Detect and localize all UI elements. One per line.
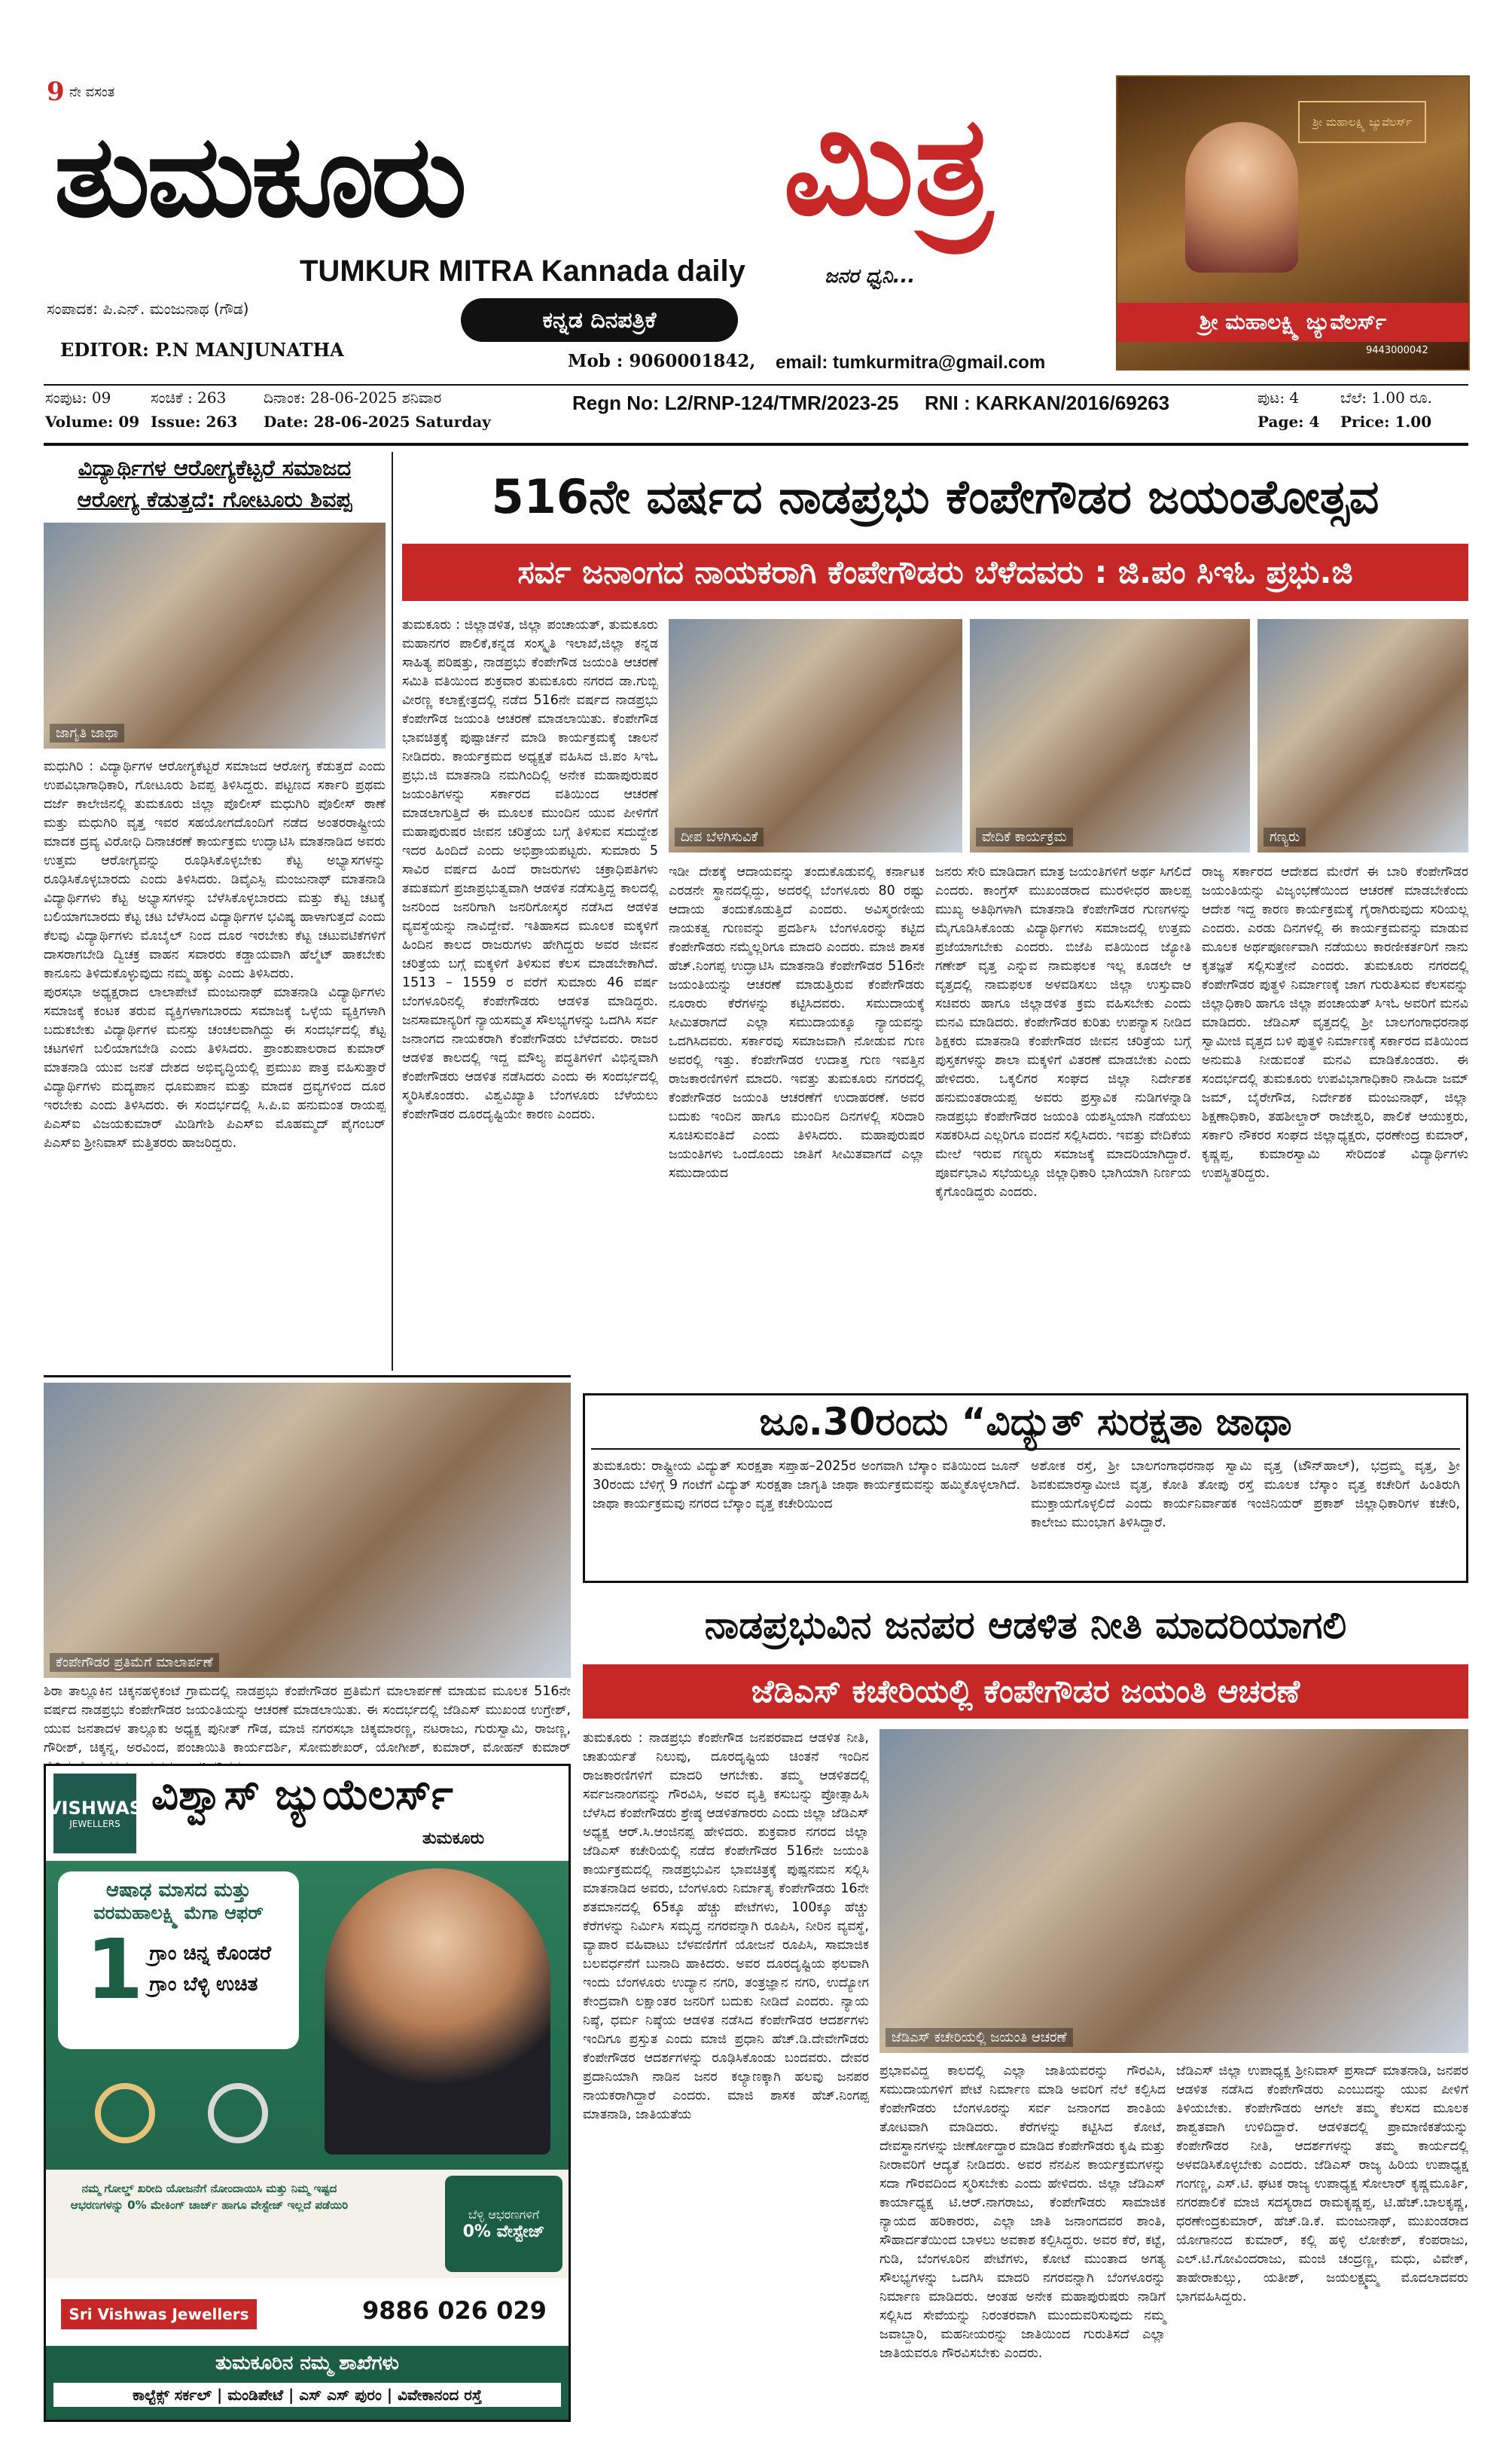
ad-brand-name: ಶ್ರೀ ಮಹಾಲಕ್ಷ್ಮಿ ಜ್ಯುವೆಲರ್ಸ್ — [1117, 303, 1468, 342]
mobile-number: Mob : 9060001842, — [568, 351, 756, 371]
regn-number: Regn No: L2/RNP-124/TMR/2023-25 — [572, 392, 899, 414]
offer-line1: ಆಷಾಢ ಮಾಸದ ಮತ್ತು — [105, 1879, 251, 1902]
pages: Page: 4 — [1257, 413, 1320, 431]
year-number: 9 — [47, 77, 65, 107]
vishwas-logo — [47, 1774, 143, 1853]
main-story-col2: ಇಡೀ ದೇಶಕ್ಕೆ ಆದಾಯವನ್ನು ತಂದುಕೊಡುವಲ್ಲಿ ಕರ್ನಾಟಕ ಎರಡನೇ ಸ್ಥಾನದಲ್ಲಿದ್ದು, ಅದರಲ್ಲಿ ಬೆಂಗಳೂರು 80 ರಷ್ಟು ಆದಾಯ ತಂದುಕೊಡುತ್ತಿದೆ ಎಂದರು. ಅವಿಸ್ಮರಣೀಯ ನಾಯಕತ್ವ ಗುಣವನ್ನು ಪ್ರದರ್ಶಿಸಿ ಬೆಂಗಳೂರನ್ನು ಕಟ್ಟಿದ ಕೆಂಪೇಗೌಡರು ನಮ್ಮೆಲ್ಲರಿಗೂ ಮಾದರಿ ಎಂದರು. ಮಾಜಿ ಶಾಸಕ ಹೆಚ್.ನಿಂಗಪ್ಪ ಉದ್ಘಾಟಿಸಿ ಮಾತನಾಡಿ ಕೆಂಪೇಗೌಡರ 516ನೇ ಜಯಂತಿಯನ್ನು ಆಚರಣೆ ಮಾಡುತ್ತಿರುವ ಕೆಂಪೇಗೌಡರು ನೂರಾರು ಕೆರೆಗಳನ್ನು ಕಟ್ಟಿಸಿದವರು. ಸಮುದಾಯಕ್ಕೆ ಸೀಮಿತರಾಗದೆ ಎಲ್ಲಾ ಸಮುದಾಯಕ್ಕೂ ನ್ಯಾಯವನ್ನು ಒದಗಿಸಿದವರು. ಸರ್ಕಾರವು ಸಮಾಜವಾಗಿ ನೋಡುವ ಗುಣ ಅವರಲ್ಲಿ ಇತ್ತು. ಕೆಂಪೇಗೌಡರ ಉದಾತ್ತ ಗುಣ ಇವತ್ತಿನ ರಾಜಕಾರಣಿಗಳಿಗೆ ಮಾದರಿ. ಇವತ್ತು ತುಮಕೂರು ನಗರದಲ್ಲಿ ಕೆಂಪೇಗೌಡರ ಜಯಂತಿ ಆಚರಣೆಗೆ ಉದಾಹರಣೆ. ಅವರ ಬದುಕು ಇಂದಿನ ಹಾಗೂ ಮುಂದಿನ ದಿನಗಳಲ್ಲಿ ಸರಿದಾರಿ ಸೂಚಿಸುವಂತಿದೆ ಎಂದು ತಿಳಿಸಿದರು. ಮಹಾಪುರುಷರ ಜಯಂತಿಗಳು ಒಂದೊಂದು ಜಾತಿಗೆ ಸೀಮಿತವಾಗದೆ ಎಲ್ಲಾ ಸಮುದಾಯದ — [669, 865, 925, 1181]
masthead-title-accent: ಮಿತ್ರ — [783, 86, 993, 246]
main-story-col3: ಜನರು ಸೇರಿ ಮಾಡಿದಾಗ ಮಾತ್ರ ಜಯಂತಿಗಳಿಗೆ ಅರ್ಥ ಸಿಗಲಿದೆ ಎಂದರು. ಕಾಂಗ್ರೆಸ್ ಮುಖಂಡರಾದ ಮುರಳೀಧರ ಹಾಲಪ್ಪ ಮುಖ್ಯ ಅತಿಥಿಗಳಾಗಿ ಮಾತನಾಡಿ ಕೆಂಪೇಗೌಡರ ಗುಣಗಳನ್ನು ಮೈಗೂಡಿಸಿಕೊಂಡು ವಿದ್ಯಾರ್ಥಿಗಳು ಸಮಾಜದಲ್ಲಿ ಉತ್ತಮ ಪ್ರಜೆಯಾಗಬೇಕು ಎಂದರು. ಬಿಜೆಪಿ ವತಿಯಿಂದ ಜ್ಯೋತಿ ಗಣೇಶ್ ವೃತ್ತ ಎನ್ನುವ ನಾಮಫಲಕ ಇಲ್ಲ ಕೂಡಲೇ ಆ ವೃತ್ತದಲ್ಲಿ ನಾಮಫಲಕ ಅಳವಡಿಸಲು ಜಿಲ್ಲಾ ಉಸ್ತುವಾರಿ ಸಚಿವರು ಹಾಗೂ ಜಿಲ್ಲಾಡಳಿತ ಕ್ರಮ ವಹಿಸಬೇಕು ಎಂದು ಮನವಿ ಮಾಡಿದರು. ಕೆಂಪೇಗೌಡರ ಕುರಿತು ಉಪನ್ಯಾಸ ನೀಡಿದ ಶಿಕ್ಷಕರು ಮಾತನಾಡಿ ಕೆಂಪೇಗೌಡರ ಜೀವನ ಚರಿತ್ರೆಯ ಬಗ್ಗೆ ಪುಸ್ತಕಗಳನ್ನು ಶಾಲಾ ಮಕ್ಕಳಿಗೆ ವಿತರಣೆ ಮಾಡಬೇಕು ಎಂದು ಹೇಳಿದರು. ಒಕ್ಕಲಿಗರ ಸಂಘದ ಜಿಲ್ಲಾ ನಿರ್ದೇಶಕ ಹನುಮಂತರಾಯಪ್ಪ ಅವರು ಪ್ರಸ್ತಾವಿಕ ನುಡಿಗಳನ್ನಾಡಿ ನಾಡಪ್ರಭು ಕೆಂಪೇಗೌಡರ ಜಯಂತಿ ಯಶಸ್ವಿಯಾಗಿ ನಡೆಯಲು ಸಹಕರಿಸಿದ ಎಲ್ಲರಿಗೂ ವಂದನೆ ಸಲ್ಲಿಸಿದರು. ಇವತ್ತು ವೇದಿಕೆಯ ಮೇಲೆ ಇರುವ ಗಣ್ಯರು ಸಮಾಜಕ್ಕೆ ಮಾದರಿಯಾಗಿದ್ದಾರೆ. ಪೂರ್ವಭಾವಿ ಸಭೆಯಲ್ಲೂ ಜಿಲ್ಲಾಧಿಕಾರಿ ಭಾಗಿಯಾಗಿ ನಿರ್ಣಯ ಕೈಗೊಂಡಿದ್ದರು ಎಂದರು. — [935, 865, 1191, 1200]
masthead — [0, 0, 1512, 384]
jds-subheadline: ಜೆಡಿಎಸ್ ಕಚೇರಿಯಲ್ಲಿ ಕೆಂಪೇಗೌಡರ ಜಯಂತಿ ಆಚರಣೆ — [583, 1664, 1468, 1719]
story-left-paragraph: ಪುರಸಭಾ ಅಧ್ಯಕ್ಷರಾದ ಲಾಲಾಪೇಟೆ ಮಂಜುನಾಥ್ ಮಾತನಾಡಿ ವಿದ್ಯಾರ್ಥಿಗಳು ಸಮಾಜಕ್ಕೆ ಕಂಟಕ ತರುವ ವ್ಯಕ್ತಿಗಳಾಗಬಾರದು ಸಮಾಜಕ್ಕೆ ಒಳ್ಳೆಯ ವ್ಯಕ್ತಿಗಳಾಗಿ ಬದುಕಬೇಕು ವಿದ್ಯಾರ್ಥಿಗಳ ಮನಸ್ಸು ಚಂಚಲವಾಗಿದ್ದು ಈ ಸಂದರ್ಭದಲ್ಲಿ ಕೆಟ್ಟ ಚಟಗಳಿಗೆ ಬಲಿಯಾಗಬೇಡಿ ಎಂದು ತಿಳಿಸಿದರು. ಪ್ರಾಂಶುಪಾಲರಾದ ಕುಮಾರ್ ಮಾತನಾಡಿ ಯುವ ಜನತೆ ದೇಶದ ಅಭಿವೃದ್ಧಿಯಲ್ಲಿ ಪ್ರಮುಖ ಪಾತ್ರ ವಹಿಸುತ್ತಾರೆ ವಿದ್ಯಾರ್ಥಿಗಳು ಮದ್ಯಪಾನ ಧೂಮಪಾನ ಮತ್ತು ಮಾದಕ ದ್ರವ್ಯಗಳಿಂದ ದೂರ ಇರಬೇಕು ಎಂದು ತಿಳಿಸಿದರು. ಈ ಸಂದರ್ಭದಲ್ಲಿ ಸಿ.ಪಿ.ಐ ಹನುಮಂತ ರಾಯಪ್ಪ ಪಿಎಸ್ಐ ವಿಜಯಕುಮಾರ್ ಮಿಡಿಗೇಶಿ ಪಿಎಸ್ಐ ಮೊಹಮ್ಮದ್ ಪೈಗಂಬರ್ ಪಿಎಸ್ಐ ಶ್ರೀನಿವಾಸ್ ಮತ್ತಿತರರು ಹಾಜರಿದ್ದರು. — [44, 985, 386, 1151]
kn-pages: ಪುಟ: 4 — [1257, 389, 1300, 407]
jds-headline: ನಾಡಪ್ರಭುವಿನ ಜನಪರ ಆಡಳಿತ ನೀತಿ ಮಾದರಿಯಾಗಲಿ — [704, 1603, 1347, 1647]
safety-col1: ತುಮಕೂರು: ರಾಷ್ಟ್ರೀಯ ವಿದ್ಯುತ್ ಸುರಕ್ಷತಾ ಸಪ್ತಾಹ–2025ರ ಅಂಗವಾಗಿ ಬೆಸ್ಕಾಂ ವತಿಯಿಂದ ಜೂನ್ 30ರಂದು ಬೆಳಿಗ್ಗೆ 9 ಗಂಟೆಗೆ ವಿದ್ಯುತ್ ಸುರಕ್ಷತಾ ಜಾಗೃತಿ ಜಾಥಾ ಕಾರ್ಯಕ್ರಮವನ್ನು ಹಮ್ಮಿಕೊಳ್ಳಲಾಗಿದೆ. ಜಾಥಾ ಕಾರ್ಯಕ್ರಮವು ನಗರದ ಬೆಸ್ಕಾಂ ವೃತ್ತ ಕಚೇರಿಯಿಂದ — [593, 1459, 1020, 1511]
wastage-title: ಬೆಳ್ಳಿ ಆಭರಣಗಳಿಗೆ — [468, 2207, 540, 2222]
kn-date: ದಿನಾಂಕ: 28-06-2025 ಶನಿವಾರ — [264, 389, 442, 407]
ring-icon — [95, 2083, 155, 2143]
offer-gold: ಗ್ರಾಂ ಚಿನ್ನ ಕೊಂಡರೆ — [149, 1942, 272, 1965]
kn-issue: ಸಂಚಿಕೆ : 263 — [151, 389, 227, 407]
kn-volume: ಸಂಪುಟ: 09 — [45, 389, 111, 407]
model-image — [1185, 122, 1298, 273]
kn-price: ಬೆಲೆ: 1.00 ರೂ. — [1340, 389, 1432, 407]
photo-label: ದೀಪ ಬೆಳಗಿಸುವಿಕೆ — [675, 828, 764, 846]
english-name: TUMKUR MITRA Kannada daily — [300, 255, 745, 288]
model-photo — [325, 1868, 550, 2155]
main-subheadline: ಸರ್ವ ಜನಾಂಗದ ನಾಯಕರಾಗಿ ಕೆಂಪೇಗೌಡರು ಬೆಳೆದವರು : ಜಿ.ಪಂ ಸಿಇಓ ಪ್ರಭು.ಜಿ — [402, 544, 1468, 601]
editor-kannada: ಸಂಪಾದಕ: ಪಿ.ಎನ್. ಮಂಜುನಾಥ (ಗೌಡ) — [47, 300, 249, 318]
column-divider — [392, 452, 393, 1371]
main-photo-2 — [970, 619, 1250, 852]
masthead-title: ತುಮಕೂರು — [54, 111, 465, 242]
safety-col2: ಅಶೋಕ ರಸ್ತೆ, ಶ್ರೀ ಬಾಲಗಂಗಾಧರನಾಥ ಸ್ವಾಮಿ ವೃತ್ತ (ಟೌನ್‌ಹಾಲ್), ಭದ್ರಮ್ಮ ವೃತ್ತ, ಶ್ರೀ ಶಿವಕುಮಾರಸ್ವಾಮೀಜಿ ವೃತ್ತ, ಕೋತಿ ತೋಪು ರಸ್ತೆ ಮೂಲಕ ಬೆಸ್ಕಾಂ ವೃತ್ತ ಕಚೇರಿಗೆ ಹಿಂತಿರುಗಿ ಮುಕ್ತಾಯಗೊಳ್ಳಲಿದೆ ಎಂದು ಕಾರ್ಯನಿರ್ವಾಹಕ ಇಂಜಿನಿಯರ್ ಪ್ರಕಾಶ್ ಜಿಲ್ಲಾಧಿಕಾರಿಗಳ ಕಚೇರಿ, ಕಾಲೇಜು ಮುಂಭಾಗ ತಿಳಿಸಿದ್ದಾರೆ. — [1031, 1459, 1460, 1530]
photo-label: ಗಣ್ಯರು — [1264, 828, 1306, 846]
branches-list: ಕಾಲ್ಟೆಕ್ಸ್ ಸರ್ಕಲ್ | ಮಂಡಿಪೇಟೆ | ಎಸ್ ಎಸ್ ಪುರಂ | ವಿವೇಕಾನಂದ ರಸ್ತೆ — [53, 2383, 561, 2407]
volume: Volume: 09 — [45, 413, 140, 431]
offer-line2: ವರಮಹಾಲಕ್ಷ್ಮಿ ಮೆಗಾ ಆಫರ್ — [93, 1902, 264, 1923]
email-address: email: tumkurmitra@gmail.com — [776, 352, 1046, 373]
statue-photo — [44, 1383, 571, 1678]
offer-silver: ಗ್ರಾಂ ಬೆಳ್ಳಿ ಉಚಿತ — [149, 1973, 258, 1996]
year-suffix: ನೇ ವಸಂತ — [69, 84, 115, 100]
divider — [44, 443, 1468, 446]
vishwas-jewellers-ad — [44, 1764, 571, 2422]
wastage-offer: 0% ವೇಸ್ಟೇಜ್ — [462, 2222, 545, 2241]
logo-subtext: JEWELLERS — [69, 1819, 120, 1829]
jds-photo — [879, 1729, 1468, 2053]
jds-story — [583, 1729, 1468, 2422]
fine-print: ನಮ್ಮ ಗೋಲ್ಡ್ ಖರೀದಿ ಯೋಜನೆಗೆ ನೋಂದಾಯಿಸಿ ಮತ್ತು ನಿಮ್ಮ ಇಷ್ಟದ ಆಭರಣಗಳನ್ನು 0% ಮೇಕಿಂಗ್ ಚಾರ್ಜ್ ಹಾಗೂ ವೇಸ್ಟೇಜ್ ಇಲ್ಲದೆ ಪಡೆಯಿರಿ — [70, 2182, 349, 2212]
footer-brand: Sri Vishwas Jewellers — [61, 2299, 257, 2329]
divider — [44, 384, 1468, 386]
branches-title: ತುಮಕೂರಿನ ನಮ್ಮ ಶಾಖೆಗಳು — [215, 2352, 399, 2374]
story-left-paragraph: ಮಧುಗಿರಿ : ವಿದ್ಯಾರ್ಥಿಗಳ ಆರೋಗ್ಯಕೆಟ್ಟರೆ ಸಮಾಜದ ಆರೋಗ್ಯ ಕೆಡುತ್ತದೆ ಎಂದು ಉಪವಿಭಾಗಾಧಿಕಾರಿ, ಗೋಟೂರು ಶಿವಪ್ಪ ತಿಳಿಸಿದ್ದರು. ಪಟ್ಟಣದ ಸರ್ಕಾರಿ ಪ್ರಥಮ ದರ್ಜೆ ಕಾಲೇಜಿನಲ್ಲಿ ತುಮಕೂರು ಜಿಲ್ಲಾ ಪೊಲೀಸ್ ಮಧುಗಿರಿ ಪೊಲೀಸ್ ಠಾಣೆ ಮತ್ತು ಮಧುಗಿರಿ ವೃತ್ತ ಇವರ ಸಹಯೋಗದೊಂದಿಗೆ ನಡೆದ ಅಂತರರಾಷ್ಟ್ರೀಯ ಮಾದಕ ದ್ರವ್ಯ ವಿರೋಧಿ ದಿನಾಚರಣೆ ಕಾರ್ಯಕ್ರಮ ಉದ್ಘಾಟಿಸಿ ಮಾತನಾಡಿದ ಅವರು ಉತ್ತಮ ಆರೋಗ್ಯವನ್ನು ರೂಢಿಸಿಕೊಳ್ಳಬೇಕು ಕೆಟ್ಟ ಅಭ್ಯಾಸಗಳನ್ನು ರೂಢಿಸಿಕೊಳ್ಳಬಾರದು ಎಂದು ತಿಳಿಸಿದರು. ಡಿವೈಎಸ್ಪಿ ಮಂಜುನಾಥ್ ಮಾತನಾಡಿ ವಿದ್ಯಾರ್ಥಿಗಳು ಕೆಟ್ಟ ಅಭ್ಯಾಸಗಳನ್ನು ಬೆಳೆಸಿಕೊಳ್ಳಬಾರದು ಮತ್ತು ಕೆಟ್ಟ ಚಟಕ್ಕೆ ಬಲಿಯಾಗಬಾರದು ಕೆಟ್ಟ ಚಟ ಬೆಳೆಸಿಂದ ವಿದ್ಯಾರ್ಥಿಗಳ ಭವಿಷ್ಯ ಹಾಳಾಗುತ್ತದೆ ಎಂದು ಕೆಲವು ವಿದ್ಯಾರ್ಥಿಗಳು ಮೊಬೈಲ್ ನಿಂದ ದೂರ ಇರಬೇಕು ಕೆಟ್ಟ ಚಟುವಟಿಕೆಗಳಿಗೆ ದಾಸರಾಗಬೇಡಿ ದ್ವಿಚಕ್ರ ವಾಹನ ಸವಾರರು ಕಡ್ಡಾಯವಾಗಿ ಹೆಲ್ಮೆಟ್ ಹಾಕಬೇಕು ಕಾನೂನು ತಿಳಿದುಕೊಳ್ಳುವುದು ನಮ್ಮ ಹಕ್ಕು ಎಂದು ತಿಳಿಸಿದರು. — [44, 759, 386, 981]
tagline: ಜನರ ಧ್ವನಿ... — [825, 265, 916, 288]
jds-col1: ತುಮಕೂರು : ನಾಡಪ್ರಭು ಕೆಂಪೇಗೌಡ ಜನಪರವಾದ ಆಡಳಿತ ನೀತಿ, ಚಾತುರ್ಯತೆ ನಿಲುವು, ದೂರದೃಷ್ಟಿಯ ಚಿಂತನೆ ಇಂದಿನ ರಾಜಕಾರಣಿಗಳಿಗೆ ಮಾದರಿ ಆಗಬೇಕು. ತಮ್ಮ ಆಡಳಿತದಲ್ಲಿ ಸರ್ವಜನಾಂಗವನ್ನು ಗೌರವಿಸಿ, ಅವರ ವೃತ್ತಿ ಕಸುಬನ್ನು ಪ್ರೋತ್ಸಾಹಿಸಿ ಬೆಳೆಸಿದ ಕೆಂಪೇಗೌಡರು ಶ್ರೇಷ್ಠ ಆಡಳಿತಗಾರರು ಎಂದು ಜಿಲ್ಲಾ ಜೆಡಿಎಸ್ ಅಧ್ಯಕ್ಷ ಆರ್.ಸಿ.ಆಂಜಿನಪ್ಪ ಹೇಳಿದರು. ಶುಕ್ರವಾರ ನಗರದ ಜಿಲ್ಲಾ ಜೆಡಿಎಸ್ ಕಚೇರಿಯಲ್ಲಿ ನಡೆದ ಕೆಂಪೇಗೌಡರ 516ನೇ ಜಯಂತಿ ಕಾರ್ಯಕ್ರಮದಲ್ಲಿ ನಾಡಪ್ರಭುವಿನ ಭಾವಚಿತ್ರಕ್ಕೆ ಪುಷ್ಪನಮನ ಸಲ್ಲಿಸಿ ಮಾತನಾಡಿದ ಅವರು, ಬೆಂಗಳೂರು ನಿರ್ಮಾತೃ ಕೆಂಪೇಗೌಡರು 16ನೇ ಶತಮಾನದಲ್ಲಿ 65ಕ್ಕೂ ಹೆಚ್ಚು ಪೇಟೆಗಳು, 100ಕ್ಕೂ ಹೆಚ್ಚು ಕೆರೆಗಳನ್ನು ನಿರ್ಮಿಸಿ ಸಮೃದ್ಧ ನಗರವನ್ನಾಗಿ ರೂಪಿಸಿ, ನೀರಿನ ವ್ಯವಸ್ಥೆ, ವ್ಯಾಪಾರ ವಹಿವಾಟು ಬೆಳವಣಿಗೆಗೆ ಯೋಜನೆ ರೂಪಿಸಿ, ಸಾಮಾಜಿಕ ಬಲವರ್ಧನೆಗೆ ಬುನಾದಿ ಹಾಕಿದರು. ಅವರ ದೂರದೃಷ್ಟಿಯ ಫಲವಾಗಿ ಇಂದು ಬೆಂಗಳೂರು ಉದ್ಯಾನ ನಗರಿ, ತಂತ್ರಜ್ಞಾನ ನಗರಿ, ಉದ್ಯೋಗ ಕೇಂದ್ರವಾಗಿ ಲಕ್ಷಾಂತರ ಜನರಿಗೆ ಬದುಕು ನೀಡಿದೆ ಎಂದರು. ನ್ಯಾಯ ನಿಷ್ಠೆ, ಧರ್ಮ ನಿಷ್ಠೆಯ ಆಡಳಿತ ನಡೆಸಿದ ಕೆಂಪೇಗೌಡರ ಆದರ್ಶಗಳು ಇಂದಿಗೂ ಪ್ರಸ್ತುತ ಎಂದು ಮಾಜಿ ಪ್ರಧಾನಿ ಹೆಚ್.ಡಿ.ದೇವೇಗೌಡರು ಕೆಂಪೇಗೌಡರ ಆದರ್ಶಗಳನ್ನು ರೂಢಿಸಿಕೊಂಡು ಬಂದವರು. ದೇವರ ಪ್ರದಾನಿಯಾಗಿ ನಾಡಿನ ಜನರ ಕಲ್ಯಾಣಕ್ಕಾಗಿ ಹಲವು ಜನಪರ ನಾಯಕರಾಗಿದ್ದಾರೆ ಎಂದರು. ಮಾಜಿ ಶಾಸಕ ಹೆಚ್.ನಿಂಗಪ್ಪ ಮಾತನಾಡಿ, ಜಾತಿಯತೆಯ — [583, 1731, 869, 2122]
safety-headline: ಜೂ.30ರಂದು “ವಿದ್ಯುತ್ ಸುರಕ್ಷತಾ ಜಾಥಾ — [759, 1400, 1292, 1444]
main-story — [402, 608, 1468, 1371]
divider — [44, 1375, 571, 1377]
offer-big-number: 1 — [85, 1921, 144, 2018]
photo-label: ಕೆಂಪೇಗೌಡರ ಪ್ರತಿಮೆಗೆ ಮಾಲಾರ್ಪಣೆ — [50, 1653, 219, 1672]
photo-label: ವೇದಿಕೆ ಕಾರ್ಯಕ್ರಮ — [976, 828, 1073, 846]
statue-caption: ಶಿರಾ ತಾಲ್ಲೂಕಿನ ಚಿಕ್ಕನಹಳ್ಳಿಕಂಟೆ ಗ್ರಾಮದಲ್ಲಿ ನಾಡಪ್ರಭು ಕೆಂಪೇಗೌಡರ ಪ್ರತಿಮೆಗೆ ಮಾಲಾರ್ಪಣೆ ಮಾಡುವ ಮೂಲಕ 516ನೇ ವರ್ಷದ ನಾಡಪ್ರಭು ಕೆಂಪೇಗೌಡರ ಜಯಂತಿಯನ್ನು ಆಚರಣೆ ಮಾಡಲಾಯಿತು. ಈ ಸಂದರ್ಭದಲ್ಲಿ ಜೆಡಿಎಸ್ ಮುಖಂಡ ಉಗ್ರೇಶ್, ಯುವ ಜನತಾದಳ ತಾಲ್ಲೂಕು ಅಧ್ಯಕ್ಷ ಪುನೀತ್ ಗೌಡ, ಮಾಜಿ ನಗರಸಭಾ ಚಿಕ್ಕಮಾರಣ್ಣ, ನಟರಾಜು, ಗುರುಸ್ವಾಮಿ, ರಾಜಣ್ಣ, ಗೌರೀಶ್, ಚಿಕ್ಕನ್ನ, ಅರವಿಂದ, ಪಂಚಾಯಿತಿ ಕಾರ್ಯದರ್ಶಿ, ಸೋಮಶೇಖರ್, ಯೋಗೀಶ್, ಕುಮಾರ್, ಮೋಹನ್ ಕುಮಾರ್ — [44, 1684, 571, 1755]
jewellery-images — [69, 2064, 294, 2162]
ring-icon — [208, 2083, 268, 2143]
offer-box — [58, 1871, 299, 2049]
jds-col3: ಜೆಡಿಎಸ್ ಜಿಲ್ಲಾ ಉಪಾಧ್ಯಕ್ಷ ಶ್ರೀನಿವಾಸ್ ಪ್ರಸಾದ್ ಮಾತನಾಡಿ, ಜನಪರ ಆಡಳಿತ ನಡೆಸಿದ ಕೆಂಪೇಗೌಡರು ಎಂಬುದನ್ನು ಯುವ ಪೀಳಿಗೆ ತಿಳಿಯಬೇಕು. ಕೆಂಪೇಗೌಡರು ಆಗಲೇ ತಮ್ಮ ಕೆಲಸದ ಮೂಲಕ ಶಾಶ್ವತವಾಗಿ ಉಳಿದಿದ್ದಾರೆ. ಆಡಳಿತದಲ್ಲಿ ಪ್ರಾಮಾಣಿಕತೆಯನ್ನು ಕೆಂಪೇಗೌಡರ ನೀತಿ, ಆದರ್ಶಗಳನ್ನು ತಮ್ಮ ಕಾರ್ಯದಲ್ಲಿ ಅಳವಡಿಸಿಕೊಳ್ಳಬೇಕು ಎಂದರು. ಜೆಡಿಎಸ್ ರಾಜ್ಯ ಹಿರಿಯ ಉಪಾಧ್ಯಕ್ಷ ಗಂಗಣ್ಣ, ಎಸ್.ಟಿ. ಘಟಕ ರಾಜ್ಯ ಉಪಾಧ್ಯಕ್ಷ ಸೋಲಾರ್ ಕೃಷ್ಣಮೂರ್ತಿ, ನಗರಪಾಲಿಕೆ ಮಾಜಿ ಸದಸ್ಯರಾದ ರಾಮಕೃಷ್ಣಪ್ಪ, ಟಿ.ಹೆಚ್.ಬಾಲಕೃಷ್ಣ, ಧರಣೇಂದ್ರಕುಮಾರ್, ಹೆಚ್.ಡಿ.ಕೆ. ಮಂಜುನಾಥ್, ಮುಖಂಡರಾದ ಯೋಗಾನಂದ ಕುಮಾರ್, ಕಲ್ಲಿ ಹಳ್ಳಿ ಲೋಕೇಶ್, ಕೆಂಪರಾಜು, ಎಲ್.ಟಿ.ಗೋವಿಂದರಾಜು, ಮಂಜಿ ಚಂದ್ರಣ್ಣ, ಮಧು, ವಿವೇಕ್, ತಾಹೇರಾಕುಲ್ಸು, ಯತೀಶ್, ಜಯಲಕ್ಷ್ಮಮ್ಮ ಮೊದಲಾದವರು ಭಾಗವಹಿಸಿದ್ದರು. — [1176, 2063, 1468, 2304]
top-jewellery-ad — [1116, 75, 1470, 371]
main-photo-1 — [669, 619, 962, 852]
daily-badge: ಕನ್ನಡ ದಿನಪತ್ರಿಕೆ — [461, 298, 738, 342]
story-left-headline: ವಿದ್ಯಾರ್ಥಿಗಳ ಆರೋಗ್ಯಕೆಟ್ಟರೆ ಸಮಾಜದ ಆರೋಗ್ಯ ಕೆಡುತ್ತದೆ: ಗೋಟೂರು ಶಿವಪ್ಪ — [77, 455, 352, 512]
issue: Issue: 263 — [151, 413, 238, 431]
story-left-photo — [44, 523, 386, 749]
issue-line — [45, 389, 1468, 438]
rni-number: RNI : KARKAN/2016/69263 — [925, 392, 1170, 414]
main-story-col4: ರಾಜ್ಯ ಸರ್ಕಾರದ ಆದೇಶದ ಮೇರೆಗೆ ಈ ಬಾರಿ ಕೆಂಪೇಗೌಡರ ಜಯಂತಿಯನ್ನು ವಿಜೃಂಭಣೆಯಿಂದ ಆಚರಣೆ ಮಾಡಬೇಕೆಂದು ಆದೇಶ ಇದ್ದ ಕಾರಣ ಕಾರ್ಯಕ್ರಮಕ್ಕೆ ಗೈರಾಗಿರುವುದು ಸರಿಯಲ್ಲ ಎಂದರು. ಎರಡು ದಿನಗಳಲ್ಲಿ ಈ ಕಾರ್ಯಕ್ರಮವನ್ನು ಮಾಡುವ ಮೂಲಕ ಅರ್ಥಪೂರ್ಣವಾಗಿ ನಡೆಯಲು ಕಾರಣೀಕರ್ತರಿಗೆ ನಾನು ಕೃತಜ್ಞತೆ ಸಲ್ಲಿಸುತ್ತೇನೆ ಎಂದರು. ತುಮಕೂರು ನಗರದಲ್ಲಿ ಕೆಂಪೇಗೌಡರ ಪುತ್ಥಳಿ ನಿರ್ಮಾಣಕ್ಕೆ ಜಾಗ ಗುರುತಿಸುವ ಕೆಲಸವನ್ನು ಜಿಲ್ಲಾಧಿಕಾರಿ ಹಾಗೂ ಜಿಲ್ಲಾ ಪಂಚಾಯತ್ ಸಿಇಓ ಅವರಿಗೆ ಮನವಿ ಮಾಡಿದರು. ಜೆಡಿಎಸ್ ವೃತ್ತದಲ್ಲಿ ಶ್ರೀ ಬಾಲಗಂಗಾಧರನಾಥ ಸ್ವಾಮೀಜಿ ವೃತ್ತದ ಬಳಿ ಪುತ್ಥಳಿ ನಿರ್ಮಾಣಕ್ಕೆ ಸರ್ಕಾರದ ವತಿಯಿಂದ ಅನುಮತಿ ನೀಡುವಂತೆ ಮನವಿ ಮಾಡಿಕೊಂಡರು. ಈ ಸಂದರ್ಭದಲ್ಲಿ ತುಮಕೂರು ಉಪವಿಭಾಗಾಧಿಕಾರಿ ನಾಹಿದಾ ಜಮ್ ಜಮ್, ಬೈರೇಗೌಡ, ನಿರ್ದೇಶಕ ಮಂಜುನಾಥ್, ಜಿಲ್ಲಾ ಶಿಕ್ಷಣಾಧಿಕಾರಿ, ತಹಶೀಲ್ದಾರ್ ರಾಜೇಶ್ವರಿ, ಪಾಲಿಕೆ ಆಯುಕ್ತರು, ಸರ್ಕಾರಿ ನೌಕರರ ಸಂಘದ ಜಿಲ್ಲಾಧ್ಯಕ್ಷರು, ಧರಣೇಂದ್ರ ಕುಮಾರ್, ಕೃಷ್ಣಪ್ಪ, ಕುಮಾರಸ್ವಾಮಿ ಸೇರಿದಂತೆ ವಿದ್ಯಾರ್ಥಿಗಳು ಉಪಸ್ಥಿತರಿದ್ದರು. — [1202, 865, 1468, 1181]
logo-text: VISHWAS — [47, 1798, 143, 1819]
story-left — [44, 452, 386, 1371]
date: Date: 28-06-2025 Saturday — [264, 413, 491, 431]
statue-story — [44, 1383, 571, 1756]
main-photo-3 — [1257, 619, 1468, 852]
ad-logo: ಶ್ರೀ ಮಹಾಲಕ್ಷ್ಮಿ ಜ್ಯುವೆಲರ್ಸ್ — [1298, 101, 1426, 143]
photo-label: ಜಾಗೃತಿ ಜಾಥಾ — [50, 724, 124, 743]
phone-number: 9886 026 029 — [362, 2296, 547, 2325]
vishwas-brand: ವಿಶ್ವಾಸ್ ಜ್ಯುಯೆಲರ್ಸ್ — [151, 1771, 453, 1819]
main-story-col1: ತುಮಕೂರು : ಜಿಲ್ಲಾಡಳಿತ, ಜಿಲ್ಲಾ ಪಂಚಾಯತ್, ತುಮಕೂರು ಮಹಾನಗರ ಪಾಲಿಕೆ,ಕನ್ನಡ ಸಂಸ್ಕೃತಿ ಇಲಾಖೆ,ಜಿಲ್ಲಾ ಕನ್ನಡ ಸಾಹಿತ್ಯ ಪರಿಷತ್ತು, ನಾಡಪ್ರಭು ಕೆಂಪೇಗೌಡ ಜಯಂತಿ ಆಚರಣೆ ಸಮಿತಿ ವತಿಯಿಂದ ಶುಕ್ರವಾರ ತುಮಕೂರು ನಗರದ ಡಾ.ಗುಬ್ಬಿ ವೀರಣ್ಣ ಕಲಾಕ್ಷೇತ್ರದಲ್ಲಿ ನಡೆದ 516ನೇ ವರ್ಷದ ನಾಡಪ್ರಭು ಕೆಂಪೇಗೌಡ ಜಯಂತಿ ಆಚರಣೆ ಮಾಡಲಾಯಿತು. ಕೆಂಪೇಗೌಡ ಭಾವಚಿತ್ರಕ್ಕೆ ಪುಷ್ಪಾರ್ಚನೆ ಮಾಡಿ ಕಾರ್ಯಕ್ರಮಕ್ಕೆ ಚಾಲನೆ ನೀಡಿದರು. ಕಾರ್ಯಕ್ರಮದ ಅಧ್ಯಕ್ಷತೆ ವಹಿಸಿದ ಜಿ.ಪಂ ಸಿಇಓ ಪ್ರಭು.ಜಿ ಮಾತನಾಡಿ ನಮಗಿಂದಿಲ್ಲಿ ಅನೇಕ ಮಹಾಪುರುಷರ ಜಯಂತಿಗಳನ್ನು ಸರ್ಕಾರದ ವತಿಯಿಂದ ಆಚರಣೆ ಮಾಡಲಾಗುತ್ತಿದೆ ಈ ಮೂಲಕ ಮುಂದಿನ ಯುವ ಪೀಳಿಗೆಗೆ ಮಹಾಪುರುಷರ ಜೀವನ ಚರಿತ್ರೆಯ ಬಗ್ಗೆ ತಿಳಿಸುವ ಸದುದ್ದೇಶ ಇದರ ಹಿಂದಿದೆ ಎಂದು ಅಭಿಪ್ರಾಯಪಟ್ಟರು. ಸುಮಾರು 5 ಸಾವಿರ ವರ್ಷದ ಹಿಂದೆ ರಾಜರುಗಳು ಚಕ್ರಾಧಿಪತಿಗಳು ತಮತಮಗೆ ಪ್ರಜಾಪ್ರಭುತ್ವವಾಗಿ ಆಡಳಿತ ನಡೆಸುತ್ತಿದ್ದ ಕಾಲದಲ್ಲಿ ಜನರಿಂದ ಜನರಿಗಾಗಿ ಜನರಿಗೋಸ್ಕರ ನಡೆಸಿದ ಆಡಳಿತ ವ್ಯವಸ್ಥೆಯನ್ನು ನಾವಿದ್ದೇವೆ. ಇತಿಹಾಸದ ಮೂಲಕ ಮಕ್ಕಳಿಗೆ ಹಿಂದಿನ ಕಾಲದ ರಾಜರುಗಳು ಹೇಗಿದ್ದರು ಅವರ ಜೀವನ ಚರಿತ್ರೆಯ ಬಗ್ಗೆ ಮಕ್ಕಳಿಗೆ ತಿಳಿಸುವ ಕೆಲಸ ಮಾಡಬೇಕಾಗಿದೆ. 1513 – 1559 ರ ವರೆಗೆ ಸುಮಾರು 46 ವರ್ಷ ಬೆಂಗಳೂರಿನಲ್ಲಿ ಕೆಂಪೇಗೌಡರು ಆಡಳಿತ ಮಾಡಿದ್ದರು. ಜನಸಾಮಾನ್ಯರಿಗೆ ನ್ಯಾಯಸಮ್ಮತ ಸೌಲಭ್ಯಗಳನ್ನು ಒದಗಿಸಿ ಸರ್ವ ಜನಾಂಗದ ನಾಯಕರಾಗಿ ಕೆಂಪೇಗೌಡರು ಬೆಳೆದವರು. ರಾಜರ ಆಡಳಿತ ಕಾಲದಲ್ಲಿ ಇದ್ದ ಮೌಲ್ಯ ಪದ್ಧತಿಗಳಿಗೆ ವಿಭಿನ್ನವಾಗಿ ಕೆಂಪೇಗೌಡರು ಆಡಳಿತ ನಡೆಸಿದರು ಎಂದು ಈ ಸಂದರ್ಭದಲ್ಲಿ ಸ್ಮರಿಸಿಕೊಂಡರು. ವಿಶ್ವವಿಖ್ಯಾತಿ ಬೆಂಗಳೂರು ಬೆಳೆಯಲು ಕೆಂಪೇಗೌಡರ ದೂರದೃಷ್ಟಿಯೇ ಕಾರಣ ಎಂದರು. — [402, 618, 658, 1122]
safety-story — [583, 1393, 1468, 1583]
price: Price: 1.00 — [1340, 413, 1432, 431]
ad-phone: 9443000042 — [1366, 345, 1428, 356]
editor-english: EDITOR: P.N MANJUNATHA — [60, 339, 344, 361]
photo-label: ಜೆಡಿಎಸ್ ಕಚೇರಿಯಲ್ಲಿ ಜಯಂತಿ ಆಚರಣೆ — [886, 2028, 1073, 2047]
vishwas-city: ತುಮಕೂರು — [422, 1829, 485, 1848]
jds-col2: ಪ್ರಭಾವವಿದ್ದ ಕಾಲದಲ್ಲಿ ಎಲ್ಲಾ ಜಾತಿಯವರನ್ನು ಗೌರವಿಸಿ, ಸಮುದಾಯಗಳಿಗೆ ಪೇಟೆ ನಿರ್ಮಾಣ ಮಾಡಿ ಅವರಿಗೆ ನೆಲೆ ಕಲ್ಪಿಸಿದ ಕೆಂಪೇಗೌಡರು ಬೆಂಗಳೂರನ್ನು ಸರ್ವ ಜನಾಂಗದ ಶಾಂತಿಯ ತೋಟವಾಗಿ ಮಾಡಿದರು. ಕೆರೆಗಳನ್ನು ಕಟ್ಟಿಸಿದ ಕೋಟೆ, ದೇವಸ್ಥಾನಗಳನ್ನು ಜೀರ್ಣೋದ್ಧಾರ ಮಾಡಿದ ಕೆಂಪೇಗೌಡರು ಕೃಷಿ ಮತ್ತು ನೀರಾವರಿಗೆ ಆದ್ಯತೆ ನೀಡಿದರು. ಅವರ ನೆನಪಿನ ಕಾರ್ಯಕ್ರಮಗಳನ್ನು ಸದಾ ಗೌರವದಿಂದ ಸ್ಮರಿಸಬೇಕು ಎಂದು ಹೇಳಿದರು. ಜಿಲ್ಲಾ ಜೆಡಿಎಸ್ ಕಾರ್ಯಾಧ್ಯಕ್ಷ ಟಿ.ಆರ್.ನಾಗರಾಜು, ಕೆಂಪೇಗೌಡರು ಸಾಮಾಜಿಕ ನ್ಯಾಯದ ಹರಿಕಾರರು, ಎಲ್ಲಾ ಜಾತಿ ಜನಾಂಗದವರ ಶಾಂತಿ, ಸೌಹಾರ್ದತೆಯಿಂದ ಬಾಳಲು ಅವಕಾಶ ಕಲ್ಪಿಸಿದ್ದರು. ಅವರ ಕೆರೆ, ಕಟ್ಟೆ, ಗುಡಿ, ಬೆಂಗಳೂರಿನ ಪೇಟೆಗಳು, ಕೋಟೆ ಮುಂತಾದ ಅಗತ್ಯ ಸೌಲಭ್ಯಗಳನ್ನು ಒದಗಿಸಿ ಮಾದರಿ ನಗರವನ್ನಾಗಿ ಬೆಂಗಳೂರನ್ನು ನಿರ್ಮಾಣ ಮಾಡಿದರು. ಆಂತಹ ಅನೇಕ ಮಹಾಪುರುಷರು ನಾಡಿಗೆ ಸಲ್ಲಿಸಿದ ಸೇವೆಯನ್ನು ನಿರಂತರವಾಗಿ ಮುಂದುವರಿಸುವುದು ನಮ್ಮ ಜವಾಬ್ದಾರಿ, ಮಹನೀಯರನ್ನು ಜಾತಿಯಿಂದ ಗುರುತಿಸದೆ ಎಲ್ಲಾ ಜಾತಿಯವರೂ ಗೌರವಿಸಬೇಕು ಎಂದರು. — [879, 2063, 1166, 2361]
main-headline: 516ನೇ ವರ್ಷದ ನಾಡಪ್ರಭು ಕೆಂಪೇಗೌಡರ ಜಯಂತೋತ್ಸವ — [491, 469, 1379, 524]
